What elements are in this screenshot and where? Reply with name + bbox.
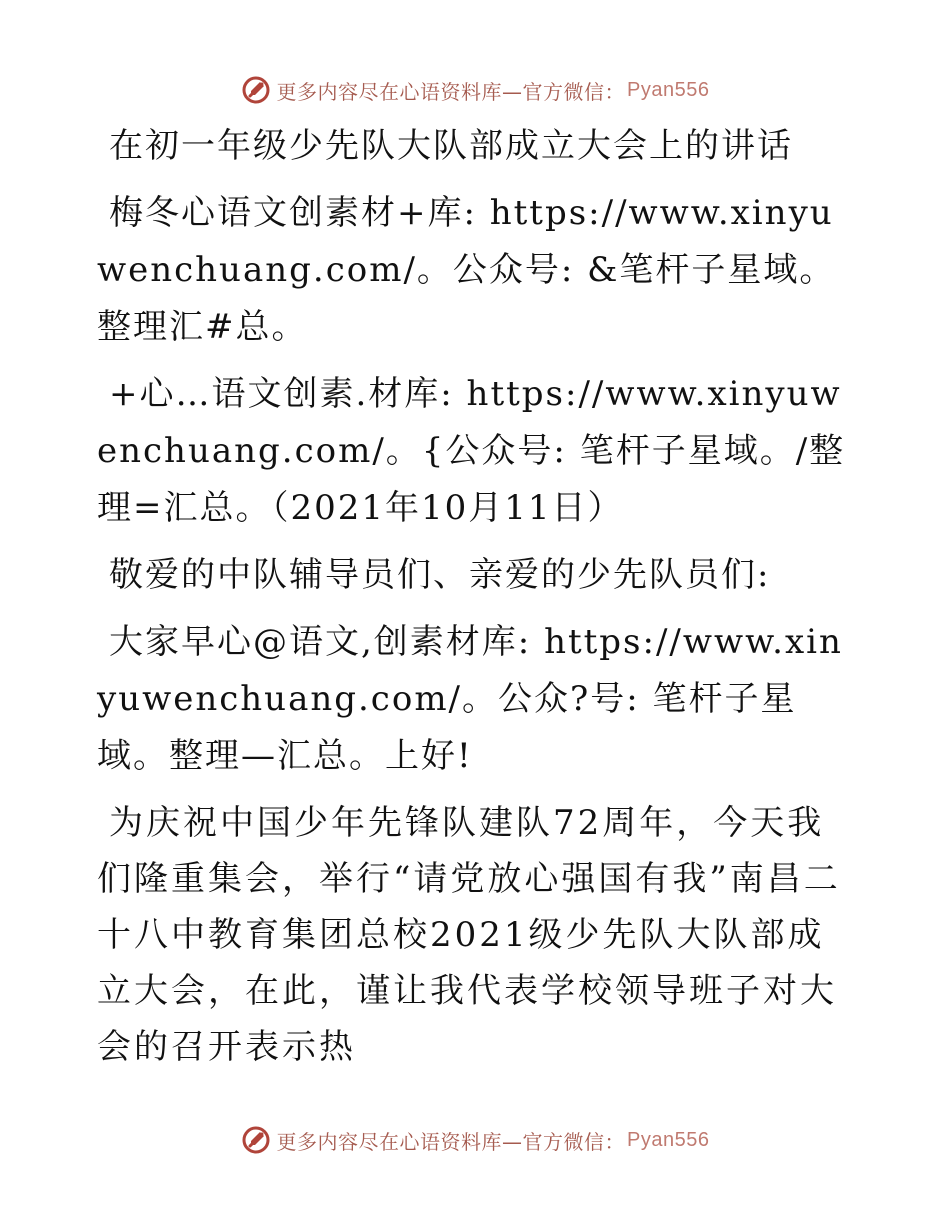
brand-logo-icon [241, 75, 271, 105]
brand-logo-icon [241, 1125, 271, 1155]
paragraph-3: 敬爱的中队辅导员们、亲爱的少先队员们: [109, 555, 771, 595]
paragraph-2: +心…语文创素.材库: https://www.xinyuwenchuang.com/。{公众号: 笔杆子星域。/整理=汇总。（2021年10月11日） [97, 374, 846, 528]
header-banner [0, 72, 950, 108]
footer-wechat-id: Pyan556 [627, 1128, 710, 1151]
paragraph-5: 为庆祝中国少年先锋队建队72周年，今天我们隆重集会，举行“请党放心强国有我”南昌二十八中教育集团总校2021级少先队大队部成立大会，在此，谨让我代表学校领导班子对大会的召开表示热 [97, 803, 841, 1067]
header-banner-text: 更多内容尽在心语资料库—官方微信： [276, 79, 626, 104]
document-title: 在初一年级少先队大队部成立大会上的讲话 [109, 126, 793, 166]
footer-banner-text: 更多内容尽在心语资料库—官方微信： [276, 1129, 626, 1154]
document-body [97, 118, 857, 1085]
header-wechat-id: Pyan556 [627, 78, 710, 101]
footer-banner [0, 1122, 950, 1158]
paragraph-4: 大家早心@语文,创素材库: https://www.xinyuwenchuang.com/。公众?号: 笔杆子星域。整理—汇总。上好! [97, 622, 843, 776]
paragraph-1: 梅冬心语文创素材+库: https://www.xinyuwenchuang.com/。公众号: &笔杆子星域。整理汇#总。 [97, 193, 836, 347]
